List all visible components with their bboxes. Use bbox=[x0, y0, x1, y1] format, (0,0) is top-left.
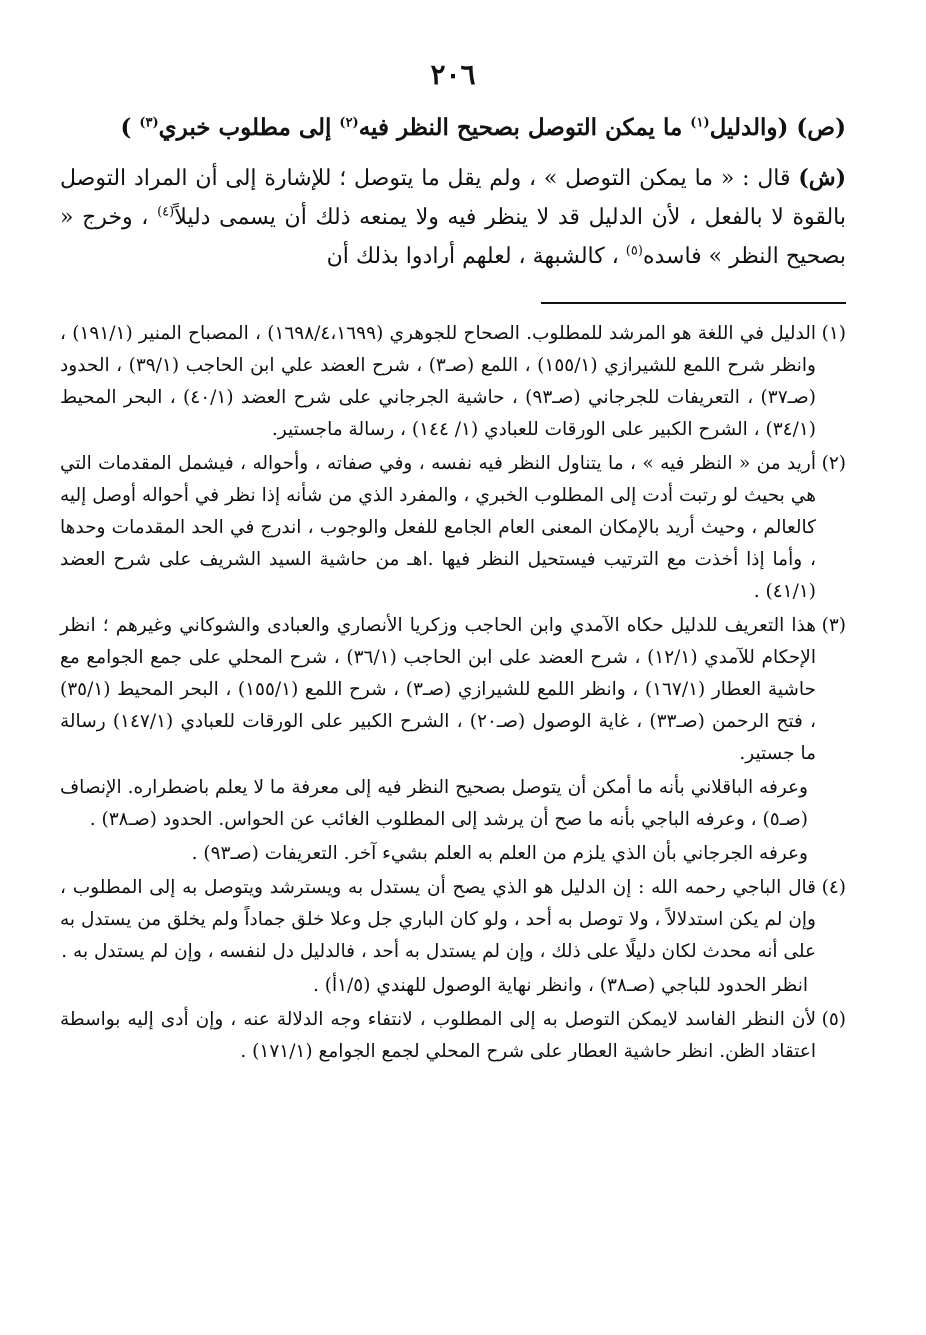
footnote-number: (٣) bbox=[821, 615, 846, 636]
footnote-text: أريد من « النظر فيه » ، ما يتناول النظر فيه نفسه ، وفي صفاته ، وأحواله ، فيشمل المقدمات التي هي بحيث لو رتبت أدت إلى المطلوب الخبري ، والمفرد الذي من شأنه إذا نظر في أحواله أوصل إليه كالعالم ، وحيث أريد بالإمكان المعنى العام الجامع للفعل والوجوب ، اندرج في الحد المقدمات وحدها ، وأما إذا أخذت مع الترتيب فيستحيل النظر فيها .اهـ من حاشية السيد الشريف على شرح العضد (٤١/١) . bbox=[60, 453, 816, 602]
footnotes bbox=[60, 318, 846, 1068]
commentary-text-1: قال : « ما يمكن التوصل » ، ولم يقل ما يتوصل ؛ للإشارة إلى أن المراد التوصل بالقوة لا بالفعل ، لأن الدليل قد لا ينظر فيه ولا يمنعه ذلك أن يسمى دليلاً bbox=[60, 166, 847, 230]
footnote-ref-1: (١) bbox=[690, 115, 710, 131]
footnote-text: قال الباجي رحمه الله : إن الدليل هو الذي يصح أن يستدل به ويسترشد ويتوصل به إلى المطلوب ، وإن لم يكن استدلالاً ، ولا توصل به أحد ، ولو كان الباري جل وعلا خلق جماداً ولم يخلق من يستدل به على أنه محدث لكان دليلًا على ذلك ، وإن لم يستدل به أحد ، فالدليل دل لنفسه ، وإن لم يستدل به . bbox=[60, 877, 816, 962]
footnote-4 bbox=[60, 872, 846, 968]
footnote-text: هذا التعريف للدليل حكاه الآمدي وابن الحاجب وزكريا الأنصاري والعبادى والشوكاني وغيرهم ؛ انظر الإحكام للآمدي (١٢/١) ، شرح العضد على ابن الحاجب (٣٦/١) ، شرح المحلي على جمع الجوامع مع حاشية العطار (١٦٧/١) ، وانظر اللمع للشيرازي (صـ٣) ، شرح اللمع (١٥٥/١) ، البحر المحيط (٣٥/١) ، فتح الرحمن (صـ٣٣) ، غاية الوصول (صـ٢٠) ، الشرح الكبير على الورقات للعبادي (١٤٧/١) رسالة ما جستير. bbox=[60, 615, 816, 764]
footnote-3-continuation: وعرفه الباقلاني بأنه ما أمكن أن يتوصل بصحيح النظر فيه إلى معرفة ما لا يعلم باضطراره. الإنصاف (صـ٥) ، وعرفه الباجي بأنه ما صح أن يرشد إلى المطلوب الغائب عن الحواس. الحدود (صـ٣٨) . bbox=[60, 777, 808, 830]
footnote-text: الدليل في اللغة هو المرشد للمطلوب. الصحاح للجوهري (١٦٩٨/٤،١٦٩٩) ، المصباح المنير (١٩١/١) ، وانظر شرح اللمع للشيرازي (١٥٥/١) ، اللمع (صـ٣) ، شرح العضد علي ابن الحاجب (٣٩/١) ، الحدود (صـ٣٧) ، التعريفات للجرجاني (صـ٩٣) ، حاشية الجرجاني على شرح العضد (٤٠/١) ، البحر المحيط (٣٤/١) ، الشرح الكبير على الورقات للعبادي (١/ ١٤٤) ، رسالة ماجستير. bbox=[60, 323, 816, 440]
footnote-number: (٤) bbox=[821, 877, 846, 898]
footnote-ref-5: (٥) bbox=[625, 243, 643, 259]
commentary-text-2: ، وخرج « بصحيح النظر » فاسده bbox=[60, 205, 846, 269]
footnote-number: (١) bbox=[821, 323, 846, 344]
footnote-number: (٢) bbox=[821, 453, 846, 474]
footnote-2 bbox=[60, 448, 846, 608]
footnote-text: لأن النظر الفاسد لايمكن التوصل به إلى المطلوب ، لانتفاء وجه الدلالة عنه ، وإن أدى إليه بواسطة اعتقاد الظن. انظر حاشية العطار على شرح المحلي لجمع الجوامع (١٧١/١) . bbox=[60, 1009, 816, 1062]
commentary-text-3: ، كالشبهة ، لعلهم أرادوا بذلك أن bbox=[326, 244, 626, 269]
footnote-ref-4: (٤) bbox=[157, 204, 175, 220]
footnote-1 bbox=[60, 318, 846, 446]
commentary-tag: (ش) bbox=[798, 165, 846, 191]
heading-text-1: ما يمكن التوصل بصحيح النظر فيه bbox=[358, 114, 691, 141]
footnote-number: (٥) bbox=[821, 1009, 846, 1030]
footnote-ref-3: (٣) bbox=[139, 115, 159, 131]
heading-open: (ص) (والدليل bbox=[709, 114, 846, 141]
footnote-3-continuation: وعرفه الجرجاني بأن الذي يلزم من العلم به العلم بشيء آخر. التعريفات (صـ٩٣) . bbox=[191, 843, 808, 864]
heading-close: ) bbox=[120, 114, 140, 141]
footnote-ref-2: (٢) bbox=[339, 115, 359, 131]
matn-heading bbox=[60, 109, 846, 147]
page-number: ٢٠٦ bbox=[430, 58, 476, 91]
commentary-paragraph bbox=[60, 159, 846, 276]
heading-text-2: إلى مطلوب خبري bbox=[158, 114, 340, 141]
footnote-5 bbox=[60, 1004, 846, 1068]
footnote-4-continuation: انظر الحدود للباجي (صـ٣٨) ، وانظر نهاية الوصول للهندي (١/٥أ) . bbox=[313, 975, 808, 996]
book-page bbox=[60, 50, 846, 1295]
footnote-3 bbox=[60, 610, 846, 770]
footnote-separator bbox=[541, 302, 846, 304]
